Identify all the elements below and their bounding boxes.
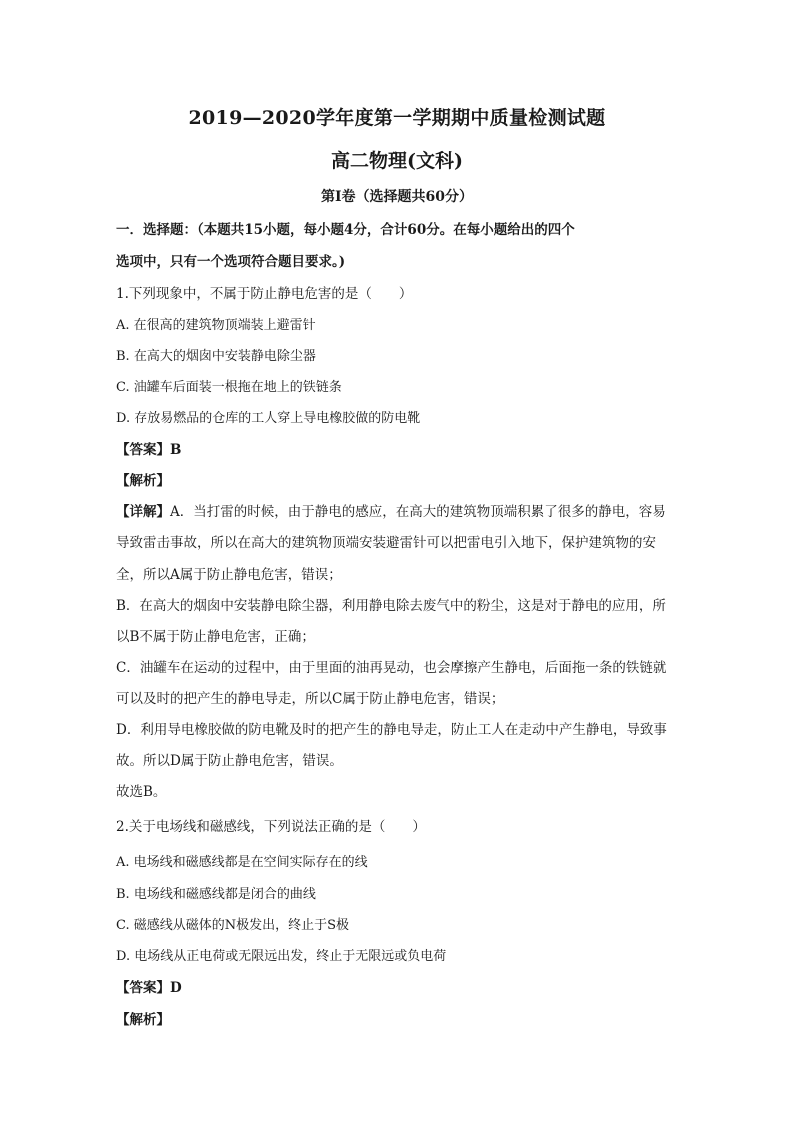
question-1-option-d: D. 存放易燃品的仓库的工人穿上导电橡胶做的防电靴: [116, 411, 421, 426]
answer-tag: 【答案】: [116, 980, 170, 996]
explanation-line: 导致雷击事故，所以在高大的建筑物顶端安装避雷针可以把雷电引入地下，保护建筑物的安: [116, 535, 656, 551]
answer-value: D: [170, 980, 182, 996]
question-2-answer: [116, 976, 182, 996]
explanation-line: 故。所以D属于防止静电危害，错误。: [116, 753, 343, 769]
instruction-line-2: 选项中，只有一个选项符合题目要求。): [116, 254, 346, 270]
section-heading: 第I卷（选择题共60分）: [320, 189, 474, 205]
explanation-conclusion: 故选B。: [116, 784, 167, 800]
answer-tag: 【答案】: [116, 442, 170, 458]
question-1-option-c: C. 油罐车后面装一根拖在地上的铁链条: [116, 380, 342, 395]
question-2-option-c: C. 磁感线从磁体的N极发出，终止于S极: [116, 918, 350, 933]
question-2-option-b: B. 电场线和磁感线都是闭合的曲线: [116, 887, 316, 902]
explanation-text: A．当打雷的时候，由于静电的感应，在高大的建筑物顶端积累了很多的静电，容易: [170, 504, 666, 520]
exam-title: 2019—2020学年度第一学期期中质量检测试题: [188, 107, 606, 129]
explanation-line: [116, 500, 666, 520]
question-2-stem: 2.关于电场线和磁感线，下列说法正确的是（ ）: [116, 819, 426, 835]
detail-tag: 【详解】: [116, 504, 170, 520]
exam-subtitle: 高二物理(文科): [331, 150, 463, 172]
answer-value: B: [170, 442, 182, 458]
question-1-option-b: B. 在高大的烟囱中安装静电除尘器: [116, 349, 316, 364]
explanation-line: B．在高大的烟囱中安装静电除尘器，利用静电除去废气中的粉尘，这是对于静电的应用，所: [116, 598, 666, 614]
question-2-analysis-tag: 【解析】: [116, 1012, 170, 1028]
question-1-stem: 1.下列现象中，不属于防止静电危害的是（ ）: [116, 286, 413, 302]
explanation-line: 可以及时的把产生的静电导走，所以C属于防止静电危害，错误；: [116, 691, 505, 707]
question-1-option-a: A. 在很高的建筑物顶端装上避雷针: [116, 318, 316, 333]
instruction-line-1: 一．选择题：（本题共15小题，每小题4分，合计60分。在每小题给出的四个: [116, 222, 575, 238]
explanation-line: D．利用导电橡胶做的防电靴及时的把产生的静电导走，防止工人在走动中产生静电，导致事: [116, 722, 667, 738]
question-1-analysis-tag: 【解析】: [116, 473, 170, 489]
explanation-line: 以B不属于防止静电危害，正确；: [116, 629, 315, 645]
question-2-option-a: A. 电场线和磁感线都是在空间实际存在的线: [116, 855, 368, 870]
question-1-answer: [116, 438, 181, 458]
explanation-line: C．油罐车在运动的过程中，由于里面的油再晃动，也会摩擦产生静电，后面拖一条的铁链就: [116, 660, 667, 676]
question-2-option-d: D. 电场线从正电荷或无限远出发，终止于无限远或负电荷: [116, 949, 447, 964]
explanation-line: 全，所以A属于防止静电危害，错误；: [116, 567, 342, 583]
